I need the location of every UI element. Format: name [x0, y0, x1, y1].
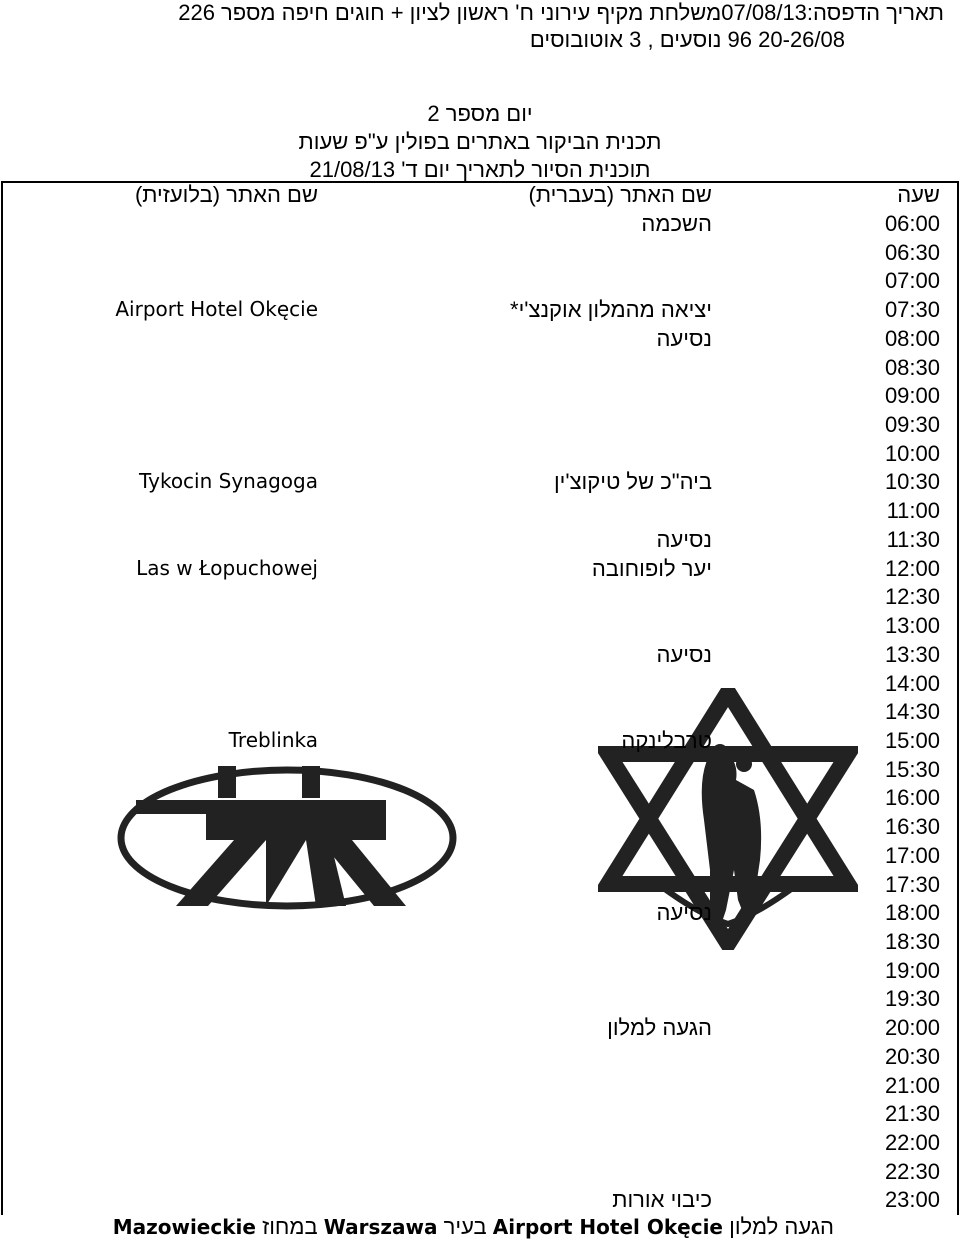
row-time: 13:00 [884, 613, 940, 639]
row-time: 08:30 [884, 354, 940, 380]
row-time: 12:30 [884, 584, 940, 610]
row-site-hebrew: יציאה מהמלון אוקנצ'י* [510, 297, 712, 323]
table-row [0, 297, 960, 326]
footer-city: Warszawa [323, 1215, 438, 1239]
row-time: 06:00 [884, 211, 940, 236]
row-time: 12:00 [884, 555, 940, 581]
footer-in-district: במחוז [262, 1214, 318, 1239]
table-row [0, 872, 960, 901]
row-time: 14:30 [884, 699, 940, 725]
table-row [0, 498, 960, 527]
row-time: 17:00 [884, 842, 940, 868]
row-time: 18:00 [884, 900, 940, 926]
table-row [0, 757, 960, 786]
row-time: 15:00 [884, 727, 940, 753]
row-time: 22:30 [884, 1158, 940, 1184]
row-time: 21:00 [884, 1072, 940, 1098]
footer-hotel: Airport Hotel Okęcie [492, 1215, 723, 1239]
table-row [0, 671, 960, 700]
row-site-hebrew: נסיעה [656, 325, 712, 351]
table-row [0, 268, 960, 297]
table-row [0, 412, 960, 441]
row-time: 19:30 [884, 986, 940, 1012]
row-time: 20:30 [884, 1043, 940, 1069]
table-row [0, 1015, 960, 1044]
row-time: 10:00 [884, 440, 940, 466]
column-header-time: שעה [897, 182, 940, 207]
table-row [0, 929, 960, 958]
table-row [0, 814, 960, 843]
table-row [0, 326, 960, 355]
table-row [0, 613, 960, 642]
table-row [0, 986, 960, 1015]
row-time: 15:30 [884, 756, 940, 782]
table-header-row [0, 182, 960, 211]
row-site-hebrew: יער לופוחובה [591, 555, 712, 581]
table-row [0, 1073, 960, 1102]
row-time: 13:30 [884, 641, 940, 667]
table-row [0, 1159, 960, 1188]
table-row [0, 1130, 960, 1159]
row-time: 11:00 [886, 498, 940, 524]
table-row [0, 355, 960, 384]
row-site-hebrew: טרבלינקה [621, 727, 712, 753]
row-site-hebrew: נסיעה [656, 641, 712, 667]
row-time: 21:30 [884, 1101, 940, 1127]
table-row [0, 383, 960, 412]
row-time: 16:30 [884, 814, 940, 840]
row-time: 11:30 [886, 526, 940, 552]
row-time: 09:30 [884, 412, 940, 438]
table-row [0, 699, 960, 728]
row-site-hebrew: ביה"כ של טיקוצ'ין [553, 469, 712, 495]
table-row [0, 785, 960, 814]
table-row [0, 556, 960, 585]
column-header-latin: שם האתר (בלועזית) [134, 182, 318, 207]
row-time: 10:30 [884, 469, 940, 495]
table-row [0, 900, 960, 929]
row-time: 19:00 [884, 957, 940, 983]
table-row [0, 441, 960, 470]
row-time: 17:30 [884, 871, 940, 897]
footer-district: Mazowieckie [112, 1215, 256, 1239]
row-site-latin: Tykocin Synagoga [139, 469, 318, 494]
row-time: 06:30 [884, 239, 940, 265]
table-row [0, 1101, 960, 1130]
table-row [0, 642, 960, 671]
row-site-latin: Las w Łopuchowej [136, 555, 318, 580]
plan-title: תכנית הביקור באתרים בפולין ע"פ שעות [298, 129, 662, 154]
table-row [0, 1044, 960, 1073]
footer-in-city: בעיר [443, 1214, 487, 1239]
footer-arrival-line [113, 1214, 834, 1240]
table-row [0, 843, 960, 872]
row-site-latin: Airport Hotel Okęcie [115, 297, 318, 322]
table-row [0, 469, 960, 498]
row-site-hebrew: נסיעה [656, 900, 712, 926]
row-site-hebrew: השכמה [641, 211, 712, 236]
date-title: תוכנית הסיור לתאריך יום ד' 21/08/13 [309, 157, 651, 182]
row-site-hebrew: כיבוי אורות [612, 1187, 712, 1213]
table-row [0, 1187, 960, 1216]
table-row [0, 728, 960, 757]
row-time: 20:00 [884, 1015, 940, 1041]
table-row [0, 240, 960, 269]
table-row [0, 211, 960, 240]
header-print-line: תאריך הדפסה:07/08/13משלחת מקיף עירוני ח' ראשון לציון + חוגים חיפה מספר 226 [178, 0, 944, 25]
column-header-hebrew: שם האתר (בעברית) [528, 182, 712, 207]
row-time: 07:30 [884, 297, 940, 323]
table-row [0, 958, 960, 987]
row-time: 07:00 [884, 268, 940, 294]
row-site-hebrew: נסיעה [656, 526, 712, 552]
row-time: 16:00 [884, 785, 940, 811]
day-title: יום מספר 2 [427, 101, 533, 126]
header-dates-line: 20-26/08 96 נוסעים , 3 אוטובוסים [529, 27, 845, 52]
row-time: 18:30 [884, 929, 940, 954]
row-time: 09:00 [884, 383, 940, 409]
row-time: 22:00 [884, 1130, 940, 1156]
row-site-latin: Treblinka [228, 727, 318, 752]
row-site-hebrew: הגעה למלון [607, 1015, 712, 1041]
row-time: 23:00 [884, 1187, 940, 1213]
row-time: 14:00 [884, 670, 940, 696]
table-row [0, 527, 960, 556]
row-time: 08:00 [884, 325, 940, 351]
table-row [0, 584, 960, 613]
footer-prefix: הגעה למלון [729, 1214, 834, 1239]
